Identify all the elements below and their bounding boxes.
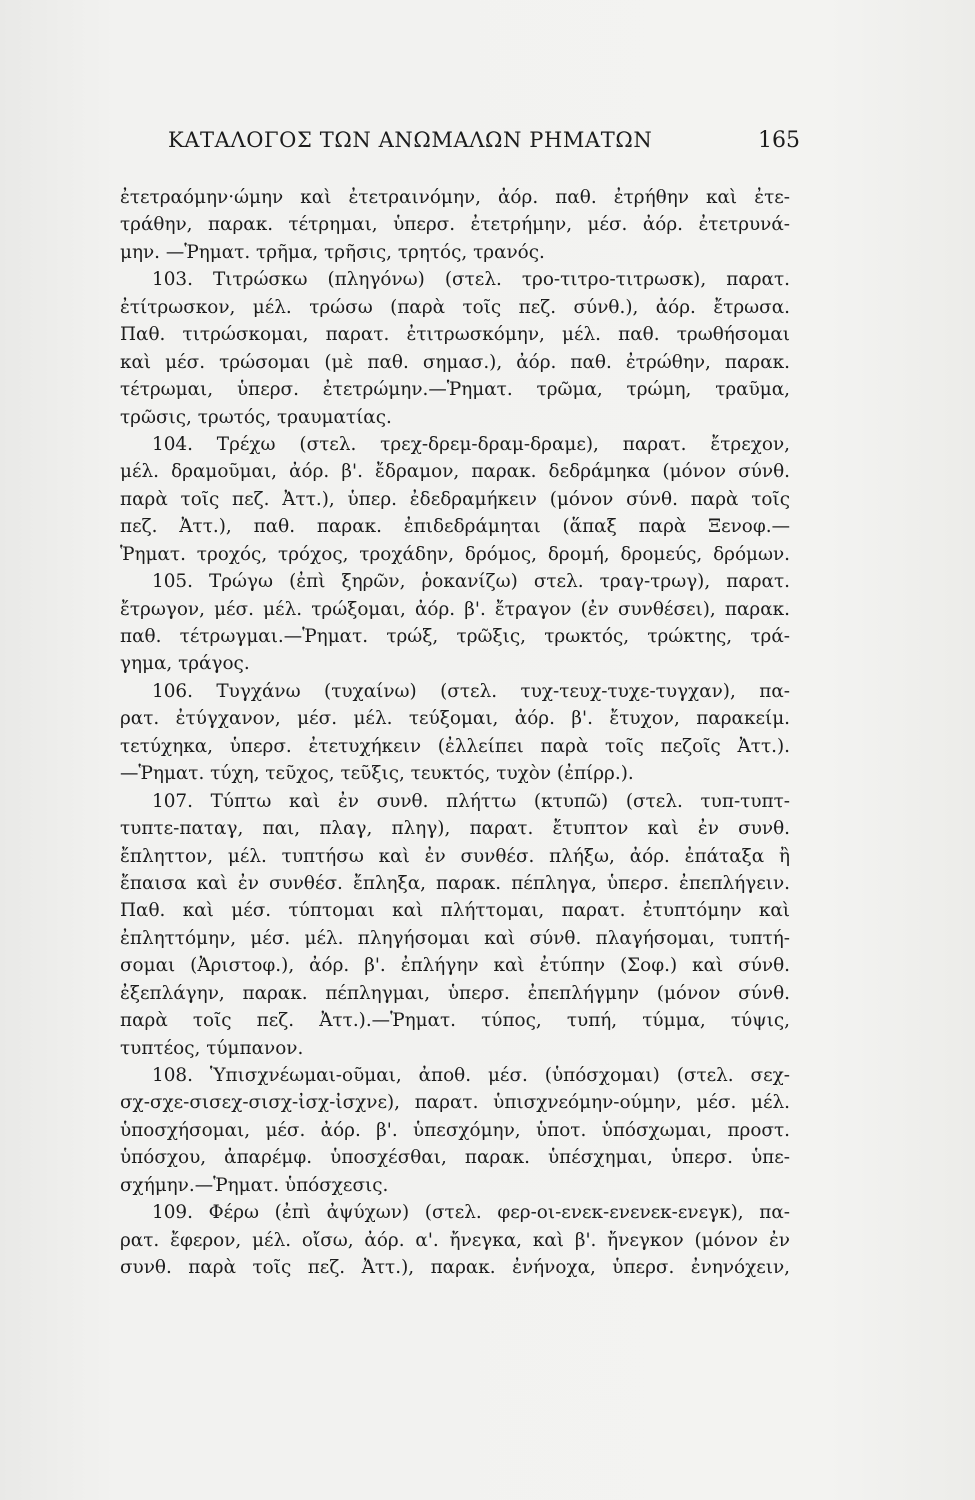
text-line: σομαι (Ἀριστοφ.), ἀόρ. β'. ἐπλήγην καὶ ἐτύπην (Σοφ.) καὶ σύνθ. (120, 955, 790, 977)
entry-start-line: 103. Τιτρώσκω (πληγόνω) (στελ. τρο-τιτρο-τιτρωσκ), παρατ. (152, 269, 790, 291)
text-line: ἐξεπλάγην, παρακ. πέπληγμαι, ὑπερσ. ἐπεπλήγμην (μόνον σύνθ. (120, 982, 790, 1004)
text-line: ἔπαισα καὶ ἐν συνθέσ. ἔπληξα, παρακ. πέπληγα, ὑπερσ. ἐπεπλήγειν. (120, 872, 790, 894)
text-line: συνθ. παρὰ τοῖς πεζ. Ἀττ.), παρακ. ἐνήνοχα, ὑπερσ. ἐνηνόχειν, (120, 1257, 790, 1279)
entry-start-line: 104. Τρέχω (στελ. τρεχ-δρεμ-δραμ-δραμε), παρατ. ἔτρεχον, (152, 433, 790, 455)
entry-start-line: 106. Τυγχάνω (τυχαίνω) (στελ. τυχ-τευχ-τυχε-τυγχαν), πα- (152, 680, 790, 702)
text-line: ρατ. ἔφερον, μέλ. οἴσω, ἀόρ. α'. ἤνεγκα, καὶ β'. ἤνεγκον (μόνον ἐν (120, 1229, 790, 1251)
text-line: ἔπληττον, μέλ. τυπτήσω καὶ ἐν συνθέσ. πλήξω, ἀόρ. ἐπάταξα ἢ (120, 845, 790, 867)
text-line: μην. —Ῥηματ. τρῆμα, τρῆσις, τρητός, τρανός. (120, 241, 545, 263)
text-line: τυπτέος, τύμπανον. (120, 1037, 304, 1059)
page-header (120, 128, 800, 160)
text-line: καὶ μέσ. τρώσομαι (μὲ παθ. σημασ.), ἀόρ. παθ. ἐτρώθην, παρακ. (120, 351, 790, 373)
text-line: ὑποσχήσομαι, μέσ. ἀόρ. β'. ὑπεσχόμην, ὑποτ. ὑπόσχωμαι, προστ. (120, 1119, 790, 1141)
text-line: ἔτρωγον, μέσ. μέλ. τρώξομαι, ἀόρ. β'. ἔτραγον (ἐν συνθέσει), παρακ. (120, 598, 790, 620)
text-line: σχήμην.—Ῥηματ. ὑπόσχεσις. (120, 1174, 389, 1196)
text-line: σχ-σχε-σισεχ-σισχ-ἰσχ-ἰσχνε), παρατ. ὑπισχνεόμην-ούμην, μέσ. μέλ. (120, 1092, 790, 1114)
text-line: τράθην, παρακ. τέτρημαι, ὑπερσ. ἐτετρήμην, μέσ. ἀόρ. ἐτετρυνά- (120, 214, 790, 236)
text-line: τετύχηκα, ὑπερσ. ἐτετυχήκειν (ἐλλείπει παρὰ τοῖς πεζοῖς Ἀττ.). (120, 735, 790, 757)
text-line: ρατ. ἐτύγχανον, μέσ. μέλ. τεύξομαι, ἀόρ. β'. ἔτυχον, παρακείμ. (120, 708, 790, 730)
text-line: τρῶσις, τρωτός, τραυματίας. (120, 406, 392, 428)
text-line: ἐπληττόμην, μέσ. μέλ. πληγήσομαι καὶ σύνθ. πλαγήσομαι, τυπτή- (120, 927, 790, 949)
text-line: τέτρωμαι, ὑπερσ. ἐτετρώμην.—Ῥηματ. τρῶμα, τρώμη, τραῦμα, (120, 379, 790, 401)
text-line: παρὰ τοῖς πεζ. Ἀττ.), ὑπερ. ἐδεδραμήκειν (μόνον σύνθ. παρὰ τοῖς (120, 488, 790, 510)
text-line: παθ. τέτρωγμαι.—Ῥηματ. τρώξ, τρῶξις, τρωκτός, τρώκτης, τρά- (120, 626, 790, 647)
page-number: 165 (758, 128, 800, 153)
text-line: γημα, τράγος. (120, 653, 250, 675)
body-text (120, 184, 790, 1282)
text-line: πεζ. Ἀττ.), παθ. παρακ. ἐπιδεδράμηται (ἅπαξ παρὰ Ξενοφ.— (120, 516, 790, 538)
text-line: ἐτετραόμην·ώμην καὶ ἐτετραινόμην, ἀόρ. παθ. ἐτρήθην καὶ ἐτε- (120, 187, 790, 208)
entry-start-line: 107. Τύπτω καὶ ἐν συνθ. πλήττω (κτυπῶ) (στελ. τυπ-τυπτ- (152, 790, 790, 812)
text-line: παρὰ τοῖς πεζ. Ἀττ.).—Ῥηματ. τύπος, τυπή, τύμμα, τύψις, (120, 1010, 790, 1032)
text-line: ὑπόσχου, ἀπαρέμφ. ὑποσχέσθαι, παρακ. ὑπέσχημαι, ὑπερσ. ὑπε- (120, 1147, 790, 1169)
text-line: Παθ. καὶ μέσ. τύπτομαι καὶ πλήττομαι, παρατ. ἐτυπτόμην καὶ (120, 900, 790, 922)
entry-start-line: 108. Ὑπισχνέωμαι-οῦμαι, ἀποθ. μέσ. (ὑπόσχομαι) (στελ. σεχ- (152, 1065, 790, 1086)
text-line: Ῥηματ. τροχός, τρόχος, τροχάδην, δρόμος, δρομή, δρομεύς, δρόμων. (120, 543, 790, 565)
text-line: Παθ. τιτρώσκομαι, παρατ. ἐτιτρωσκόμην, μέλ. παθ. τρωθήσομαι (120, 324, 790, 346)
entry-start-line: 105. Τρώγω (ἐπὶ ξηρῶν, ῥοκανίζω) στελ. τραγ-τρωγ), παρατ. (152, 571, 790, 593)
entry-start-line: 109. Φέρω (ἐπὶ ἀψύχων) (στελ. φερ-οι-ενεκ-ενενεκ-ενεγκ), πα- (152, 1202, 790, 1224)
text-line: μέλ. δραμοῦμαι, ἀόρ. β'. ἔδραμον, παρακ. δεδράμηκα (μόνον σύνθ. (120, 461, 790, 483)
text-line: τυπτε-παταγ, παι, πλαγ, πληγ), παρατ. ἔτυπτον καὶ ἐν συνθ. (120, 818, 790, 840)
running-title: ΚΑΤΑΛΟΓΟΣ ΤΩΝ ΑΝΩΜΑΛΩΝ ΡΗΜΑΤΩΝ (168, 128, 653, 152)
text-line: ἐτίτρωσκον, μέλ. τρώσω (παρὰ τοῖς πεζ. σύνθ.), ἀόρ. ἔτρωσα. (120, 296, 790, 318)
text-line: —Ῥηματ. τύχη, τεῦχος, τεῦξις, τευκτός, τυχὸν (ἐπίρρ.). (120, 763, 634, 785)
